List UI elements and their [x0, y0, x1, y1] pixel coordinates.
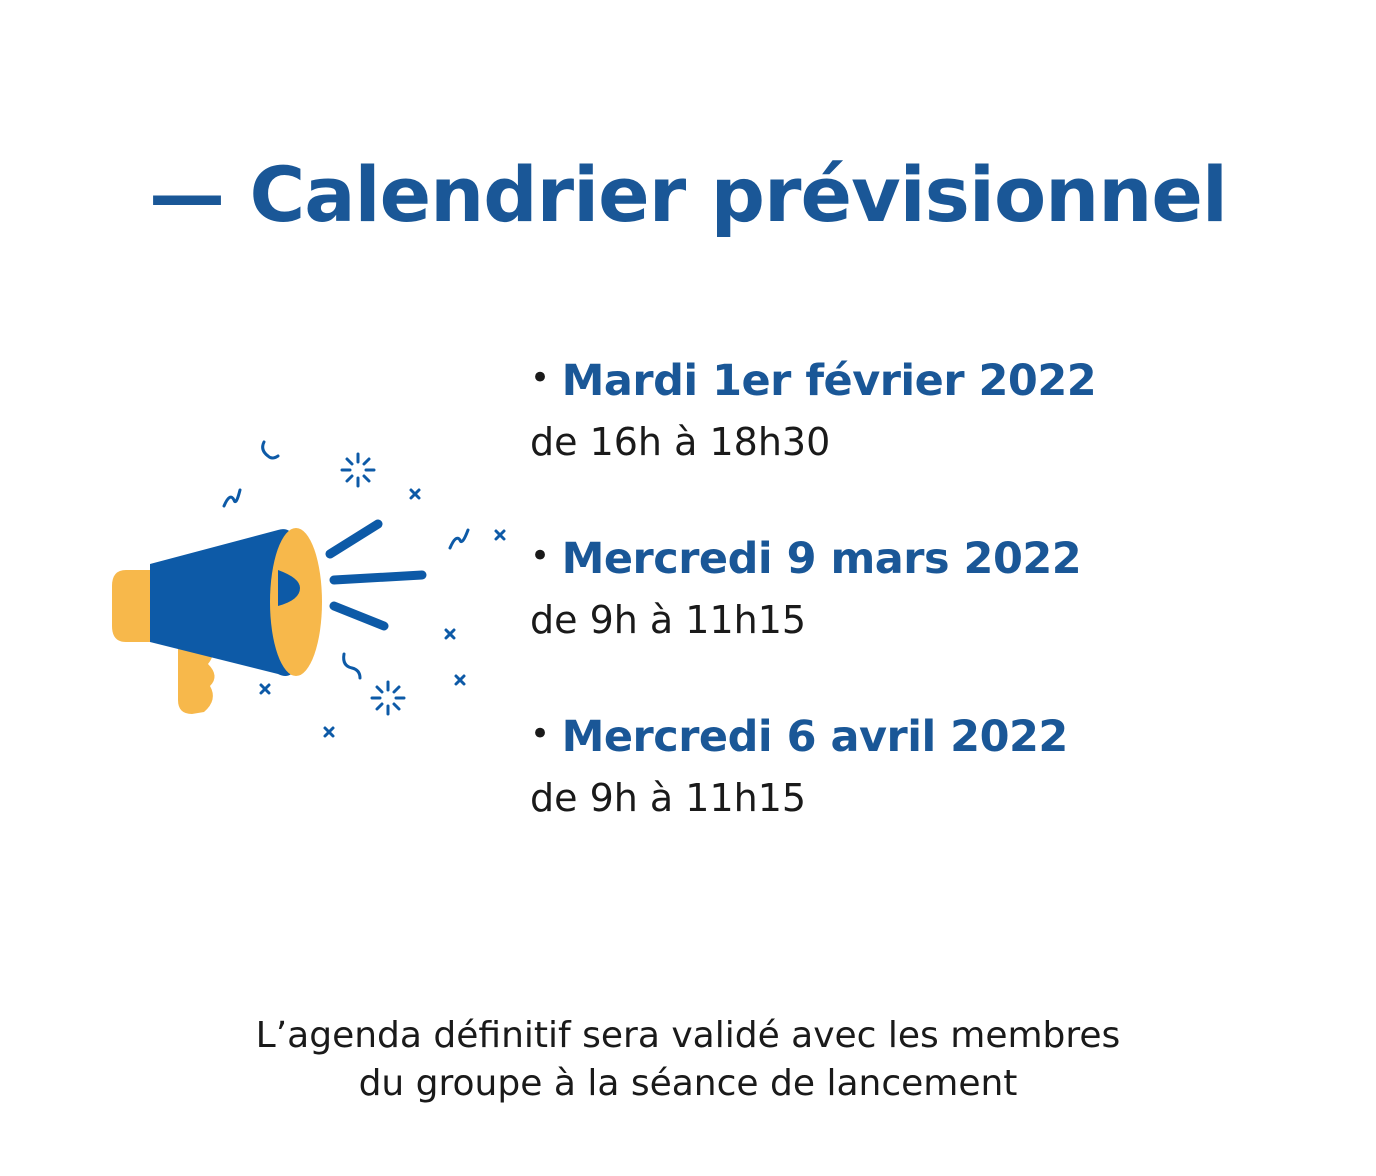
- list-item: [530, 708, 1250, 886]
- squiggle-3: [450, 530, 468, 548]
- bullet: •: [530, 714, 550, 754]
- event-date: Mercredi 9 mars 2022: [561, 534, 1082, 584]
- burst-2: [372, 682, 404, 714]
- footer-line-2: du groupe à la séance de lancement: [358, 1063, 1018, 1104]
- squiggle-4: [344, 654, 360, 678]
- footer-note: [0, 1012, 1376, 1108]
- events-list: [530, 352, 1250, 886]
- megaphone-illustration: [100, 430, 520, 750]
- megaphone-back: [112, 570, 152, 642]
- event-date: Mercredi 6 avril 2022: [561, 712, 1068, 762]
- megaphone-bell: [270, 528, 322, 676]
- burst-1: [342, 454, 374, 486]
- list-item: [530, 530, 1250, 708]
- squiggle-1: [263, 442, 278, 458]
- sound-line-3: [334, 606, 384, 626]
- megaphone-icon: [100, 430, 520, 750]
- squiggle-2: [224, 490, 240, 506]
- list-item: [530, 352, 1250, 530]
- bullet: •: [530, 536, 550, 576]
- sound-line-2: [334, 575, 422, 580]
- event-time: de 9h à 11h15: [530, 598, 807, 642]
- footer-line-1: L’agenda définitif sera validé avec les membres: [255, 1015, 1121, 1056]
- sound-line-1: [330, 524, 378, 554]
- page-title: — Calendrier prévisionnel: [149, 150, 1227, 239]
- event-date: Mardi 1er février 2022: [561, 356, 1097, 406]
- bullet: •: [530, 358, 550, 398]
- event-time: de 16h à 18h30: [530, 420, 831, 464]
- event-time: de 9h à 11h15: [530, 776, 807, 820]
